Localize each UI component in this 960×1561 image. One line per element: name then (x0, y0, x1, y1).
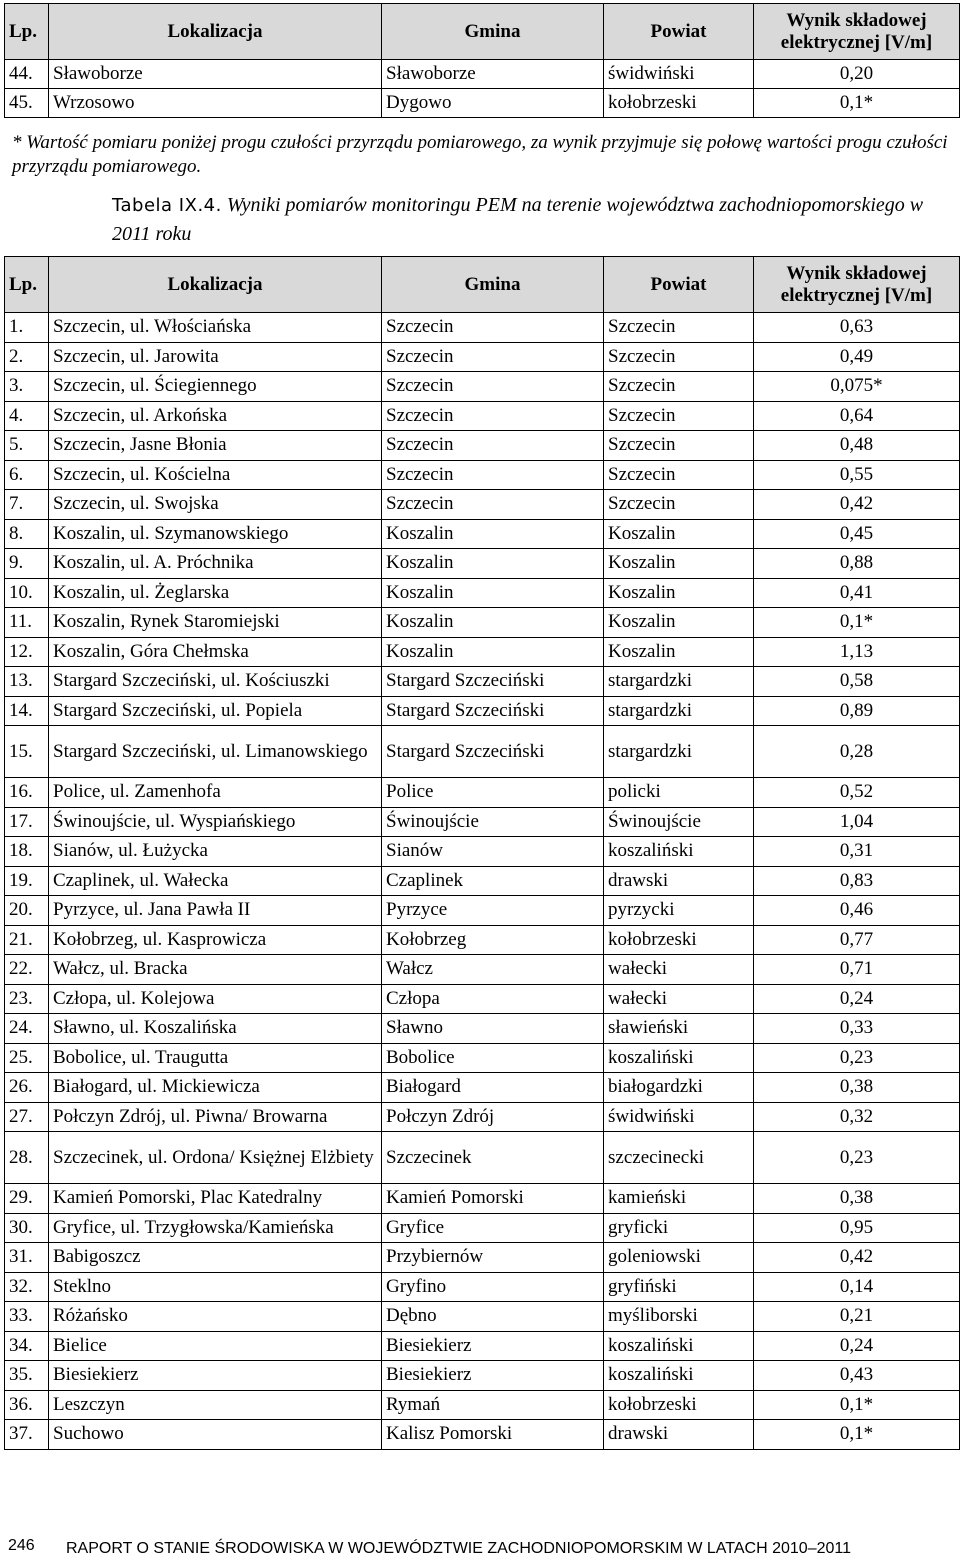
cell-powiat: kołobrzeski (604, 925, 754, 955)
cell-wynik: 0,49 (754, 342, 960, 372)
cell-gmina: Świnoujście (382, 807, 604, 837)
cell-wynik: 0,38 (754, 1073, 960, 1103)
table-row (5, 866, 960, 896)
cell-wynik: 0,83 (754, 866, 960, 896)
cell-wynik: 0,31 (754, 837, 960, 867)
cell-lokalizacja: Police, ul. Zamenhofa (49, 778, 382, 808)
cell-gmina: Białogard (382, 1073, 604, 1103)
table-caption (112, 191, 957, 248)
cell-wynik: 0,42 (754, 490, 960, 520)
cell-lp: 29. (5, 1184, 49, 1214)
cell-lp: 22. (5, 955, 49, 985)
cell-lokalizacja: Sławoborze (49, 60, 382, 89)
cell-wynik: 0,32 (754, 1102, 960, 1132)
cell-wynik: 0,64 (754, 401, 960, 431)
cell-lokalizacja: Różańsko (49, 1302, 382, 1332)
table-row (5, 1132, 960, 1184)
cell-lp: 4. (5, 401, 49, 431)
table-row (5, 60, 960, 89)
cell-powiat: koszaliński (604, 1043, 754, 1073)
cell-gmina: Sianów (382, 837, 604, 867)
cell-gmina: Szczecin (382, 460, 604, 490)
cell-powiat: Szczecin (604, 372, 754, 402)
table-row (5, 837, 960, 867)
cell-gmina: Szczecin (382, 431, 604, 461)
cell-lokalizacja: Biesiekierz (49, 1361, 382, 1391)
cell-lp: 11. (5, 608, 49, 638)
cell-gmina: Szczecin (382, 313, 604, 343)
cell-powiat: Szczecin (604, 490, 754, 520)
header-powiat: Powiat (604, 4, 754, 60)
table-row (5, 490, 960, 520)
cell-powiat: Szczecin (604, 313, 754, 343)
cell-lp: 34. (5, 1331, 49, 1361)
table-row (5, 1043, 960, 1073)
cell-wynik: 0,52 (754, 778, 960, 808)
cell-gmina: Szczecin (382, 401, 604, 431)
cell-gmina: Gryfino (382, 1272, 604, 1302)
table-row (5, 578, 960, 608)
cell-wynik: 0,43 (754, 1361, 960, 1391)
cell-powiat: Koszalin (604, 549, 754, 579)
header-wynik (754, 257, 960, 313)
cell-lokalizacja: Szczecin, Jasne Błonia (49, 431, 382, 461)
cell-lp: 23. (5, 984, 49, 1014)
cell-lp: 37. (5, 1420, 49, 1450)
header-wynik (754, 4, 960, 60)
cell-powiat: drawski (604, 1420, 754, 1450)
cell-powiat: stargardzki (604, 726, 754, 778)
table-row (5, 726, 960, 778)
page-number: 246 (8, 1537, 35, 1554)
cell-wynik: 0,42 (754, 1243, 960, 1273)
table-row (5, 608, 960, 638)
cell-lokalizacja: Stargard Szczeciński, ul. Kościuszki (49, 667, 382, 697)
table-row (5, 925, 960, 955)
cell-lp: 31. (5, 1243, 49, 1273)
table-header-row (5, 257, 960, 313)
cell-lokalizacja: Człopa, ul. Kolejowa (49, 984, 382, 1014)
table-row (5, 1302, 960, 1332)
cell-gmina: Gryfice (382, 1213, 604, 1243)
cell-lp: 3. (5, 372, 49, 402)
cell-powiat: koszaliński (604, 837, 754, 867)
cell-lokalizacja: Świnoujście, ul. Wyspiańskiego (49, 807, 382, 837)
running-footer: RAPORT O STANIE ŚRODOWISKA W WOJEWÓDZTWIE ZACHODNIOPOMORSKIM W LATACH 2010–2011 (66, 1540, 851, 1557)
cell-lp: 13. (5, 667, 49, 697)
cell-gmina: Szczecin (382, 372, 604, 402)
cell-lokalizacja: Szczecinek, ul. Ordona/ Księżnej Elżbiety (49, 1132, 382, 1184)
cell-powiat: myśliborski (604, 1302, 754, 1332)
cell-lp: 26. (5, 1073, 49, 1103)
cell-powiat: świdwiński (604, 1102, 754, 1132)
header-wynik-line1: Wynik składowej (786, 262, 927, 284)
header-wynik-line2: elektrycznej [V/m] (780, 284, 933, 306)
cell-gmina: Czaplinek (382, 866, 604, 896)
cell-wynik: 0,77 (754, 925, 960, 955)
header-lp: Lp. (5, 257, 49, 313)
caption-title: Wyniki pomiarów monitoringu PEM na terenie województwa zachodniopomorskiego w 2011 roku (112, 194, 924, 245)
cell-lp: 25. (5, 1043, 49, 1073)
cell-lp: 12. (5, 637, 49, 667)
cell-powiat: policki (604, 778, 754, 808)
table-row (5, 460, 960, 490)
cell-wynik: 0,71 (754, 955, 960, 985)
cell-lokalizacja: Szczecin, ul. Jarowita (49, 342, 382, 372)
table-row (5, 1361, 960, 1391)
cell-wynik: 0,38 (754, 1184, 960, 1214)
table-row (5, 89, 960, 118)
cell-powiat: Koszalin (604, 519, 754, 549)
cell-lp: 6. (5, 460, 49, 490)
cell-gmina: Biesiekierz (382, 1361, 604, 1391)
cell-powiat: białogardzki (604, 1073, 754, 1103)
cell-wynik: 0,1* (754, 89, 960, 118)
cell-powiat: stargardzki (604, 696, 754, 726)
cell-powiat: stargardzki (604, 667, 754, 697)
cell-gmina: Koszalin (382, 519, 604, 549)
cell-lokalizacja: Szczecin, ul. Kościelna (49, 460, 382, 490)
header-wynik-line2: elektrycznej [V/m] (780, 31, 933, 53)
cell-powiat: koszaliński (604, 1361, 754, 1391)
header-lokalizacja: Lokalizacja (49, 257, 382, 313)
cell-gmina: Koszalin (382, 608, 604, 638)
cell-wynik: 0,48 (754, 431, 960, 461)
table-top (4, 3, 960, 118)
cell-powiat: wałecki (604, 984, 754, 1014)
caption-label: Tabela IX.4. (112, 195, 222, 216)
cell-wynik: 0,1* (754, 608, 960, 638)
cell-lp: 18. (5, 837, 49, 867)
cell-powiat: wałecki (604, 955, 754, 985)
cell-wynik: 0,23 (754, 1043, 960, 1073)
table-top-body (5, 60, 960, 118)
table-row (5, 896, 960, 926)
cell-lokalizacja: Koszalin, ul. A. Próchnika (49, 549, 382, 579)
cell-lokalizacja: Kołobrzeg, ul. Kasprowicza (49, 925, 382, 955)
table-row (5, 1073, 960, 1103)
cell-powiat: goleniowski (604, 1243, 754, 1273)
cell-lp: 1. (5, 313, 49, 343)
cell-wynik: 0,89 (754, 696, 960, 726)
cell-lokalizacja: Koszalin, Góra Chełmska (49, 637, 382, 667)
table-row (5, 431, 960, 461)
cell-lp: 32. (5, 1272, 49, 1302)
cell-powiat: Koszalin (604, 608, 754, 638)
cell-lokalizacja: Szczecin, ul. Swojska (49, 490, 382, 520)
cell-gmina: Stargard Szczeciński (382, 726, 604, 778)
cell-lokalizacja: Sławno, ul. Koszalińska (49, 1014, 382, 1044)
cell-lp: 15. (5, 726, 49, 778)
cell-lp: 27. (5, 1102, 49, 1132)
cell-wynik: 0,28 (754, 726, 960, 778)
cell-wynik: 0,23 (754, 1132, 960, 1184)
cell-lokalizacja: Połczyn Zdrój, ul. Piwna/ Browarna (49, 1102, 382, 1132)
cell-wynik: 0,58 (754, 667, 960, 697)
cell-lp: 36. (5, 1390, 49, 1420)
header-gmina: Gmina (382, 257, 604, 313)
table-row (5, 342, 960, 372)
header-gmina: Gmina (382, 4, 604, 60)
cell-powiat: gryficki (604, 1213, 754, 1243)
cell-lokalizacja: Stargard Szczeciński, ul. Limanowskiego (49, 726, 382, 778)
cell-lokalizacja: Stargard Szczeciński, ul. Popiela (49, 696, 382, 726)
cell-gmina: Kamień Pomorski (382, 1184, 604, 1214)
cell-wynik: 0,075* (754, 372, 960, 402)
cell-lokalizacja: Koszalin, ul. Żeglarska (49, 578, 382, 608)
cell-lokalizacja: Bobolice, ul. Traugutta (49, 1043, 382, 1073)
table-row (5, 1272, 960, 1302)
cell-gmina: Bobolice (382, 1043, 604, 1073)
cell-lokalizacja: Szczecin, ul. Ściegiennego (49, 372, 382, 402)
cell-lokalizacja: Wałcz, ul. Bracka (49, 955, 382, 985)
cell-lokalizacja: Czaplinek, ul. Wałecka (49, 866, 382, 896)
cell-lokalizacja: Pyrzyce, ul. Jana Pawła II (49, 896, 382, 926)
cell-lp: 19. (5, 866, 49, 896)
cell-powiat: świdwiński (604, 60, 754, 89)
cell-lokalizacja: Szczecin, ul. Arkońska (49, 401, 382, 431)
cell-lp: 8. (5, 519, 49, 549)
cell-lokalizacja: Gryfice, ul. Trzygłowska/Kamieńska (49, 1213, 382, 1243)
cell-powiat: kołobrzeski (604, 89, 754, 118)
table-row (5, 313, 960, 343)
table-main-body (5, 313, 960, 1450)
cell-wynik: 0,24 (754, 984, 960, 1014)
table-row (5, 667, 960, 697)
table-row (5, 1102, 960, 1132)
cell-lp: 2. (5, 342, 49, 372)
cell-wynik: 0,20 (754, 60, 960, 89)
cell-lp: 16. (5, 778, 49, 808)
cell-wynik: 0,21 (754, 1302, 960, 1332)
cell-lokalizacja: Wrzosowo (49, 89, 382, 118)
cell-gmina: Wałcz (382, 955, 604, 985)
cell-lp: 28. (5, 1132, 49, 1184)
table-row (5, 1184, 960, 1214)
cell-gmina: Dębno (382, 1302, 604, 1332)
cell-lokalizacja: Koszalin, Rynek Staromiejski (49, 608, 382, 638)
table-row (5, 696, 960, 726)
cell-gmina: Przybiernów (382, 1243, 604, 1273)
cell-wynik: 0,41 (754, 578, 960, 608)
cell-lp: 24. (5, 1014, 49, 1044)
cell-gmina: Szczecin (382, 490, 604, 520)
cell-powiat: kamieński (604, 1184, 754, 1214)
cell-gmina: Koszalin (382, 637, 604, 667)
table-row (5, 401, 960, 431)
cell-lp: 9. (5, 549, 49, 579)
cell-powiat: Szczecin (604, 401, 754, 431)
header-lp: Lp. (5, 4, 49, 60)
table-row (5, 778, 960, 808)
cell-wynik: 0,24 (754, 1331, 960, 1361)
cell-powiat: Szczecin (604, 460, 754, 490)
cell-gmina: Sławoborze (382, 60, 604, 89)
table-row (5, 955, 960, 985)
table-row (5, 1331, 960, 1361)
cell-wynik: 0,46 (754, 896, 960, 926)
cell-powiat: pyrzycki (604, 896, 754, 926)
cell-lokalizacja: Bielice (49, 1331, 382, 1361)
table-main (4, 256, 960, 1450)
table-row (5, 637, 960, 667)
cell-lp: 21. (5, 925, 49, 955)
table-row (5, 984, 960, 1014)
cell-lp: 45. (5, 89, 49, 118)
cell-lp: 5. (5, 431, 49, 461)
cell-wynik: 0,63 (754, 313, 960, 343)
cell-gmina: Szczecinek (382, 1132, 604, 1184)
cell-powiat: szczecinecki (604, 1132, 754, 1184)
cell-wynik: 0,88 (754, 549, 960, 579)
cell-powiat: sławieński (604, 1014, 754, 1044)
table-row (5, 372, 960, 402)
cell-gmina: Rymań (382, 1390, 604, 1420)
header-powiat: Powiat (604, 257, 754, 313)
cell-lokalizacja: Koszalin, ul. Szymanowskiego (49, 519, 382, 549)
cell-lp: 20. (5, 896, 49, 926)
cell-powiat: gryfiński (604, 1272, 754, 1302)
cell-gmina: Połczyn Zdrój (382, 1102, 604, 1132)
cell-powiat: drawski (604, 866, 754, 896)
table-row (5, 1014, 960, 1044)
table-row (5, 519, 960, 549)
cell-wynik: 0,95 (754, 1213, 960, 1243)
table-row (5, 549, 960, 579)
cell-lp: 30. (5, 1213, 49, 1243)
cell-lp: 10. (5, 578, 49, 608)
cell-lokalizacja: Leszczyn (49, 1390, 382, 1420)
cell-gmina: Stargard Szczeciński (382, 667, 604, 697)
cell-lokalizacja: Suchowo (49, 1420, 382, 1450)
header-wynik-line1: Wynik składowej (786, 9, 927, 31)
table-row (5, 1243, 960, 1273)
cell-lokalizacja: Białogard, ul. Mickiewicza (49, 1073, 382, 1103)
cell-gmina: Koszalin (382, 578, 604, 608)
cell-gmina: Kalisz Pomorski (382, 1420, 604, 1450)
cell-powiat: Koszalin (604, 637, 754, 667)
cell-wynik: 0,1* (754, 1390, 960, 1420)
cell-wynik: 0,14 (754, 1272, 960, 1302)
cell-gmina: Biesiekierz (382, 1331, 604, 1361)
cell-lokalizacja: Sianów, ul. Łużycka (49, 837, 382, 867)
cell-powiat: Szczecin (604, 431, 754, 461)
footnote: * Wartość pomiaru poniżej progu czułości przyrządu pomiarowego, za wynik przyjmuje się połowę wartości progu czułości przyrządu pomiarowego. (12, 132, 948, 177)
header-lokalizacja: Lokalizacja (49, 4, 382, 60)
cell-gmina: Police (382, 778, 604, 808)
cell-lp: 17. (5, 807, 49, 837)
table-row (5, 1420, 960, 1450)
cell-wynik: 0,1* (754, 1420, 960, 1450)
cell-lp: 33. (5, 1302, 49, 1332)
cell-lokalizacja: Kamień Pomorski, Plac Katedralny (49, 1184, 382, 1214)
cell-lp: 7. (5, 490, 49, 520)
cell-gmina: Kołobrzeg (382, 925, 604, 955)
cell-powiat: Koszalin (604, 578, 754, 608)
cell-gmina: Stargard Szczeciński (382, 696, 604, 726)
cell-powiat: koszaliński (604, 1331, 754, 1361)
cell-lp: 44. (5, 60, 49, 89)
cell-powiat: Świnoujście (604, 807, 754, 837)
cell-gmina: Koszalin (382, 549, 604, 579)
cell-lokalizacja: Szczecin, ul. Włościańska (49, 313, 382, 343)
table-row (5, 1390, 960, 1420)
cell-gmina: Dygowo (382, 89, 604, 118)
cell-gmina: Sławno (382, 1014, 604, 1044)
cell-wynik: 0,45 (754, 519, 960, 549)
table-row (5, 1213, 960, 1243)
cell-lp: 14. (5, 696, 49, 726)
cell-wynik: 1,13 (754, 637, 960, 667)
cell-wynik: 1,04 (754, 807, 960, 837)
cell-lokalizacja: Babigoszcz (49, 1243, 382, 1273)
cell-lp: 35. (5, 1361, 49, 1391)
table-row (5, 807, 960, 837)
cell-gmina: Człopa (382, 984, 604, 1014)
table-header-row (5, 4, 960, 60)
cell-powiat: Szczecin (604, 342, 754, 372)
cell-powiat: kołobrzeski (604, 1390, 754, 1420)
cell-wynik: 0,55 (754, 460, 960, 490)
cell-wynik: 0,33 (754, 1014, 960, 1044)
cell-lokalizacja: Steklno (49, 1272, 382, 1302)
cell-gmina: Pyrzyce (382, 896, 604, 926)
cell-gmina: Szczecin (382, 342, 604, 372)
